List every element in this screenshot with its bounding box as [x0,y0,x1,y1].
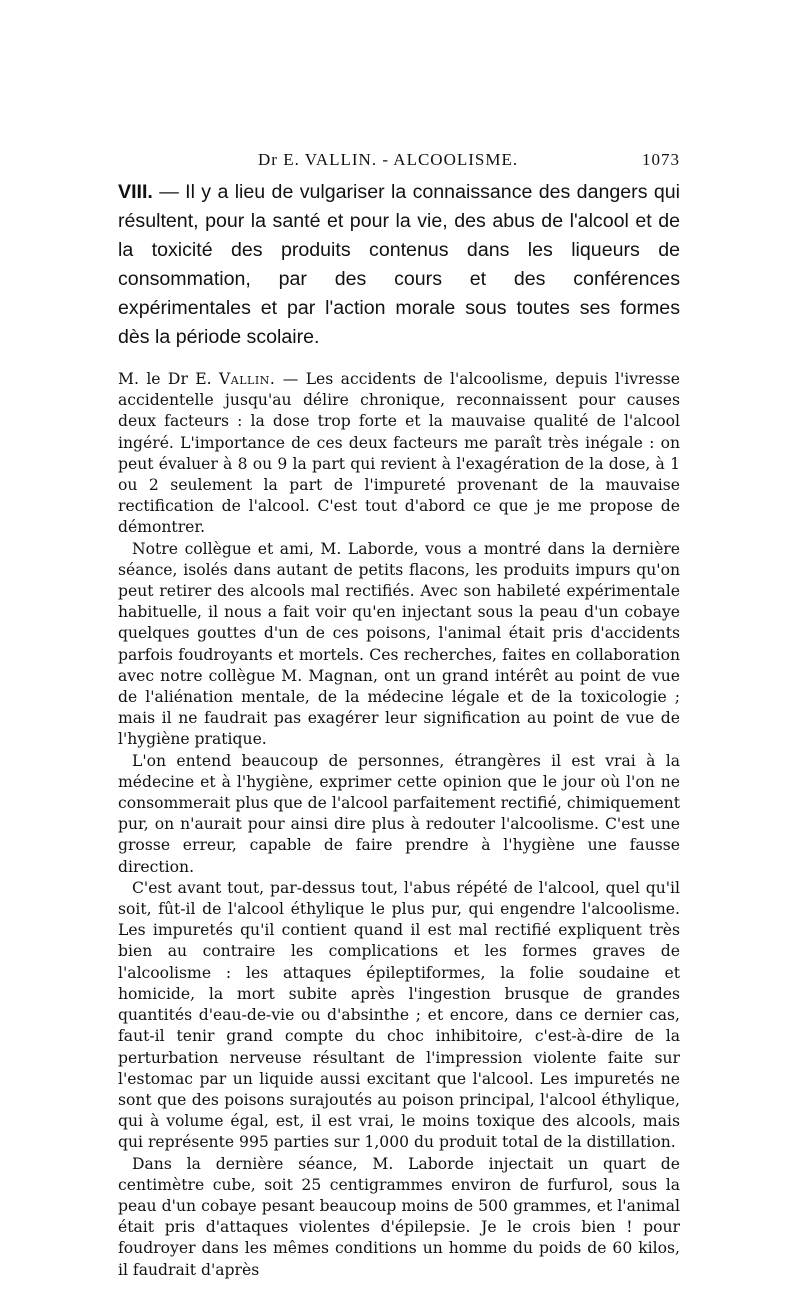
resolution-paragraph [118,178,680,352]
speech-paragraph-3: L'on entend beaucoup de personnes, étrangères il est vrai à la médecine et à l'hygiène, exprimer cette opinion que le jour où l'on ne consommerait plus que de l'alcool parfaitement rectifié, chimiquement pur, on n'aurait pour ainsi dire plus à redouter l'alcoolisme. C'est une grosse erreur, capable de faire prendre à l'hygiène une fausse direction. [118,751,680,876]
paragraph-text: — Les accidents de l'alcoolisme, depuis l'ivresse accidentelle jusqu'au délire chronique, reconnaissent pour causes deux facteurs : la dose trop forte et la mauvaise qualité de l'alcool ingéré. L'importance de ces deux facteurs me paraît très inégale : on peut évaluer à 8 ou 9 la part qui revient à l'exagération de la dose, à 1 ou 2 seulement la part de l'impureté provenant de la mauvaise rectification de l'alcool. C'est tout d'abord ce que je me propose de démontrer. [118,370,680,537]
speech-paragraph-1 [118,369,680,539]
speaker-name: Vallin. [219,370,276,388]
speech-paragraph-4: C'est avant tout, par-dessus tout, l'abus répété de l'alcool, quel qu'il soit, fût-il de l'alcool éthylique le plus pur, qui engendre l'alcoolisme. Les impuretés qu'il contient quand il est mal rectifié expliquent très bien au contraire les complications et les formes graves de l'alcoolisme : les attaques épileptiformes, la folie soudaine et homicide, la mort subite après l'ingestion brusque de grandes quantités d'eau-de-vie ou d'absinthe ; et encore, dans ce dernier cas, faut-il tenir grand compte du choc inhibitoire, c'est-à-dire de la perturbation nerveuse résultant de l'impression violente faite sur l'estomac par un liquide aussi excitant que l'alcool. Les impuretés ne sont que des poisons surajoutés au poison principal, l'alcool éthylique, qui à volume égal, est, il est vrai, le moins toxique des alcools, mais qui représente 995 parties sur 1,000 du produit total de la distillation. [118,878,680,1152]
speech-paragraph-5: Dans la dernière séance, M. Laborde injectait un quart de centimètre cube, soit 25 centigrammes environ de furfurol, sous la peau d'un cobaye pesant beaucoup moins de 500 grammes, et l'animal était pris d'attaques violentes d'épilepsie. Je le crois bien ! pour foudroyer dans les mêmes conditions un homme du poids de 60 kilos, il faudrait d'après [118,1154,680,1279]
speaker-prefix: M. le Dr E. [118,370,212,388]
resolution-label: VIII. [118,181,153,203]
resolution-text: — Il y a lieu de vulgariser la connaissance des dangers qui résultent, pour la santé et pour la vie, des abus de l'alcool et de la toxicité des produits contenus dans les liqueurs de consommation, par des cours et des conférences expérimentales et par l'action morale sous toutes ses formes dès la période scolaire. [118,181,680,348]
speech-paragraph-2: Notre collègue et ami, M. Laborde, vous a montré dans la dernière séance, isolés dans autant de petits flacons, les produits impurs qu'on peut retirer des alcools mal rectifiés. Avec son habileté expérimentale habituelle, il nous a fait voir qu'en injectant sous la peau d'un cobaye quelques gouttes d'un de ces poisons, l'animal était pris d'accidents parfois foudroyants et mortels. Ces recherches, faites en collaboration avec notre collègue M. Magnan, ont un grand intérêt au point de vue de l'aliénation mentale, de la médecine légale et de la toxicologie ; mais il ne faudrait pas exagérer leur signification au point de vue de l'hygiène pratique. [118,539,680,749]
document-page [118,150,680,1281]
page-number: 1073 [642,150,680,169]
running-title: Dr E. VALLIN. - ALCOOLISME. [258,150,519,169]
running-head [118,150,680,178]
